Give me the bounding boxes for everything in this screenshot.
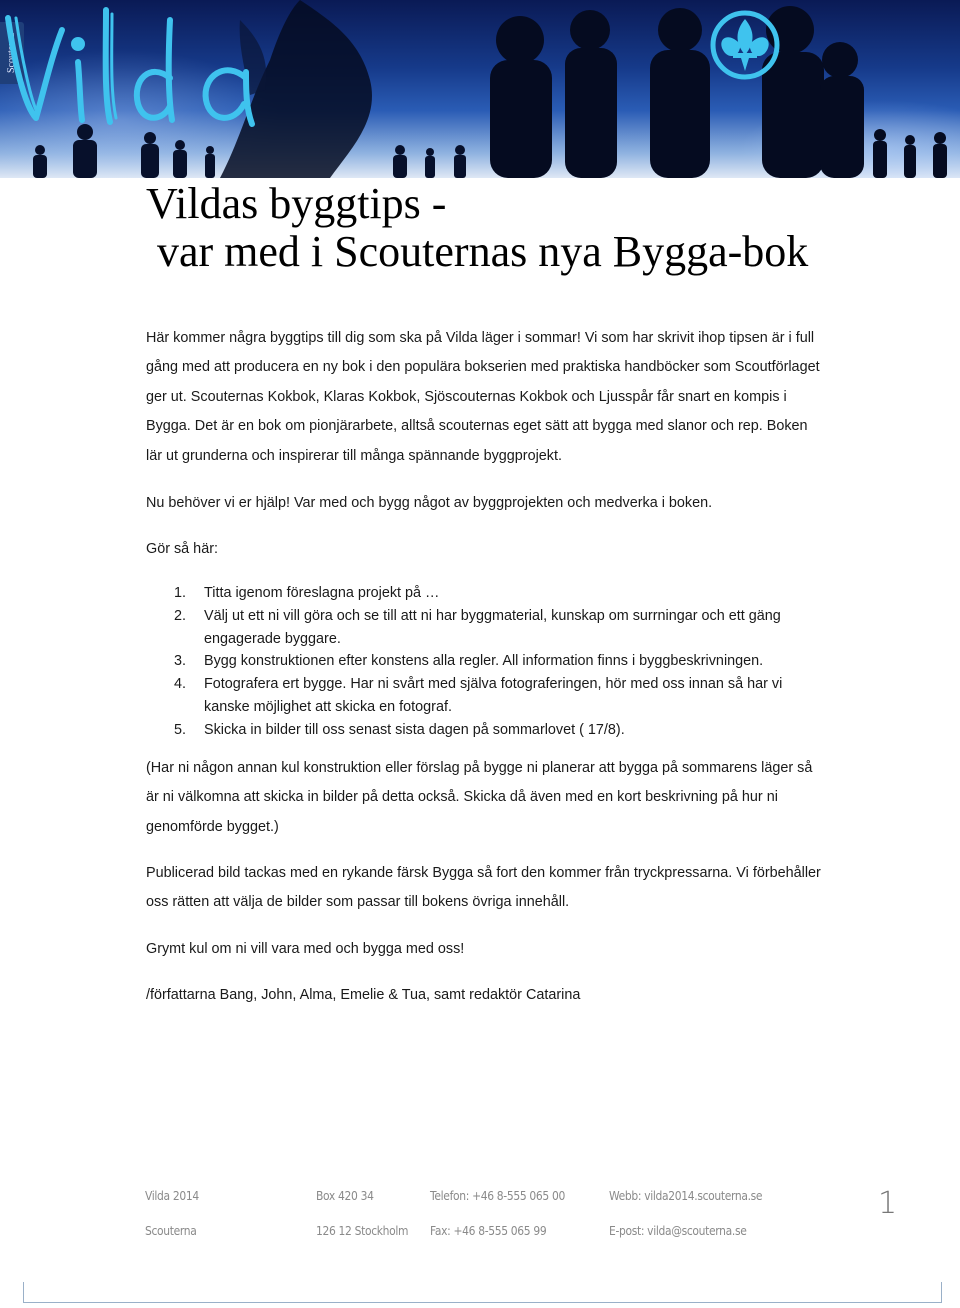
footer-email-link[interactable]: E-post: vilda@scouterna.se — [609, 1223, 747, 1238]
footer-box: Box 420 34 — [316, 1188, 374, 1203]
footer-web-link[interactable]: Webb: vilda2014.scouterna.se — [609, 1188, 763, 1203]
step-number: 2. — [174, 607, 187, 624]
help-paragraph: Nu behöver vi er hjälp! Var med och bygg något av byggprojekten och medverka i boken. — [146, 495, 713, 511]
title-line-1: Vildas byggtips - — [146, 179, 447, 228]
list-item — [146, 650, 826, 673]
list-item — [146, 605, 826, 651]
step-text: Fotografera ert bygge. Har ni svårt med själva fotograferingen, hör med oss innan så har vi kanske möjlighet att skicka en fotograf. — [204, 676, 783, 715]
footer-org-name: Scouterna — [145, 1223, 197, 1238]
scout-emblem-icon — [713, 13, 777, 77]
list-item — [146, 673, 826, 719]
step-number: 5. — [174, 721, 187, 738]
footer-fax: Fax: +46 8-555 065 99 — [430, 1223, 547, 1238]
step-number: 1. — [174, 585, 187, 601]
page-number: 1 — [878, 1186, 898, 1221]
intro-paragraph: Här kommer några byggtips till dig som ska på Vilda läger i sommar! Vi som har skrivit ihop tipsen är i full gång med att producera en ny bok i den populära bokserien med praktiska handböcker som Scoutförlaget ger ut. Scouternas Kokbok, Klaras Kokbok, Sjöscouternas Kokbok och Ljusspår får snart en kompis i Bygga. Det är en bok om pionjärarbete, alltså scouternas eget sätt att bygga med slanor och rep. Boken lär ut grunderna och inspirerar till många spännande byggprojekt. — [146, 330, 820, 464]
step-text: Välj ut ett ni vill göra och se till att ni har byggmaterial, kunskap om surrningar och ett gäng engagerade byggare. — [204, 607, 781, 647]
step-text: Skicka in bilder till oss senast sista dagen på sommarlovet ( 17/8). — [204, 721, 625, 738]
step-number: 4. — [174, 676, 187, 693]
footer-org: Vilda 2014 — [145, 1188, 199, 1203]
howto-heading: Gör så här: — [146, 541, 218, 557]
step-number: 3. — [174, 653, 187, 670]
side-badge-label: Scouterna — [6, 33, 17, 73]
page-edge-divider — [23, 1282, 942, 1303]
steps-list — [146, 582, 826, 742]
header-banner — [0, 0, 960, 178]
title-line-2: var med i Scouternas nya Bygga-bok — [157, 227, 809, 276]
page-title — [146, 180, 808, 276]
signature: /författarna Bang, John, Alma, Emelie & Tua, samt redaktör Catarina — [146, 987, 581, 1003]
step-text: Titta igenom föreslagna projekt på … — [204, 585, 440, 601]
footer-phone: Telefon: +46 8-555 065 00 — [430, 1188, 565, 1203]
reward-paragraph: Publicerad bild tackas med en rykande färsk Bygga så fort den kommer från tryckpressarna. Vi förbehåller oss rätten att välja de bilder som passar till bokens övriga innehåll. — [146, 865, 821, 911]
other-paragraph: (Har ni någon annan kul konstruktion eller förslag på bygge ni planerar att bygga på sommarens läger så är ni välkomna att skicka in bilder på detta också. Skicka då även med en kort beskrivning på hur ni genomförde bygget.) — [146, 760, 813, 835]
footer-postal: 126 12 Stockholm — [316, 1223, 409, 1238]
closing-paragraph: Grymt kul om ni vill vara med och bygga med oss! — [146, 941, 465, 957]
list-item — [146, 719, 826, 742]
list-item — [146, 582, 826, 605]
vilda-logo — [0, 0, 270, 130]
step-text: Bygg konstruktionen efter konstens alla regler. All information finns i byggbeskrivningen. — [204, 653, 764, 670]
